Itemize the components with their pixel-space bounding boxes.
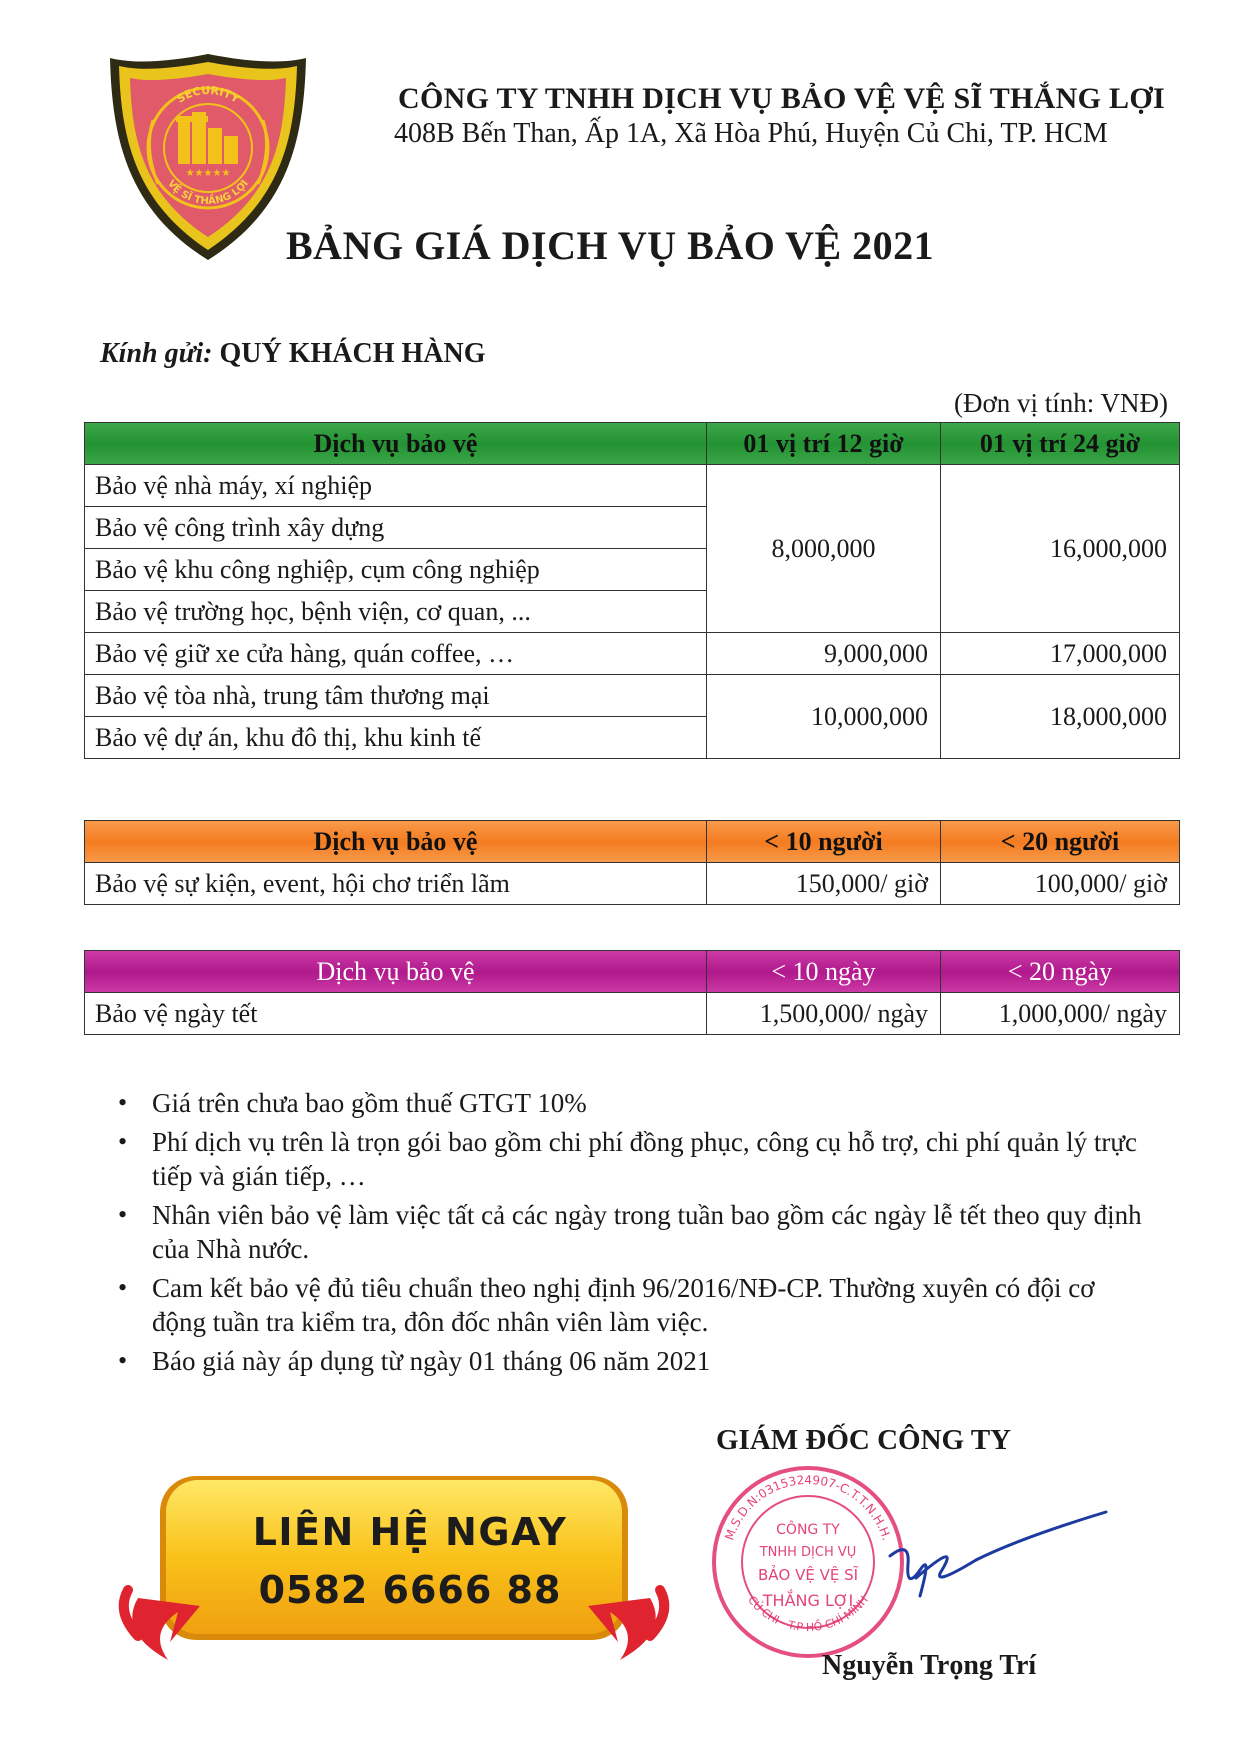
header-under-20-days: < 20 ngày [941,951,1180,993]
signer-title: GIÁM ĐỐC CÔNG TY [716,1424,1012,1456]
table-row [85,863,1180,905]
service-name: Bảo vệ trường học, bệnh viện, cơ quan, ... [85,591,707,633]
price-under-10: 1,500,000/ ngày [707,993,941,1035]
table-row [85,465,1180,507]
service-name: Bảo vệ tòa nhà, trung tâm thương mại [85,675,707,717]
greeting-recipient: QUÝ KHÁCH HÀNG [219,338,486,369]
service-name: Bảo vệ nhà máy, xí nghiệp [85,465,707,507]
logo-stars: ★★★★★ [185,168,231,179]
unit-note: (Đơn vị tính: VNĐ) [953,388,1168,418]
list-item: • Báo giá này áp dụng từ ngày 01 tháng 06 năm 2021 [118,1344,1148,1378]
notes-list [118,1086,1148,1383]
table-header-row [85,821,1180,863]
table-row [85,993,1180,1035]
seal-ring-bottom-text: CỦ CHI - T.P HỒ CHÍ MINH [745,1593,871,1634]
list-item: • Phí dịch vụ trên là trọn gói bao gồm chi phí đồng phục, công cụ hỗ trợ, chi phí quản lý trực tiếp và gián tiếp, … [118,1125,1148,1193]
service-name: Bảo vệ sự kiện, event, hội chơ triển lãm [85,863,707,905]
service-name: Bảo vệ ngày tết [85,993,707,1035]
header-under-10-days: < 10 ngày [707,951,941,993]
list-item: • Nhân viên bảo vệ làm việc tất cả các ngày trong tuần bao gồm các ngày lễ tết theo quy định của Nhà nước. [118,1198,1148,1266]
main-price-table [84,422,1180,759]
price-24h: 16,000,000 [941,465,1180,633]
logo-arc-bottom-text: VỆ SĨ THẮNG LỢI [165,178,251,208]
logo-arc-top-text: SECURITY [174,83,242,106]
company-logo [108,50,308,262]
price-12h: 8,000,000 [707,465,941,633]
table-header-row [85,951,1180,993]
table-row [85,675,1180,717]
document-title: BẢNG GIÁ DỊCH VỤ BẢO VỆ 2021 [286,223,935,268]
seal-line: BẢO VỆ VỆ SĨ [757,1566,859,1584]
tet-price-table [84,950,1180,1035]
seal-line: THẮNG LỢI [762,1591,854,1610]
header-service: Dịch vụ bảo vệ [85,821,707,863]
header-24h: 01 vị trí 24 giờ [941,423,1180,465]
header-service: Dịch vụ bảo vệ [85,423,707,465]
list-item: • Cam kết bảo vệ đủ tiêu chuẩn theo nghị định 96/2016/NĐ-CP. Thường xuyên có đội cơ động tuần tra kiểm tra, đôn đốc nhân viên làm việc. [118,1271,1148,1339]
price-under-10: 150,000/ giờ [707,863,941,905]
greeting [100,338,485,370]
list-item: • Giá trên chưa bao gồm thuế GTGT 10% [118,1086,1148,1120]
price-24h: 18,000,000 [941,675,1180,759]
signer-name: Nguyễn Trọng Trí [822,1650,1037,1681]
company-seal [708,1462,908,1662]
event-price-table [84,820,1180,905]
table-row [85,633,1180,675]
price-under-20: 100,000/ giờ [941,863,1180,905]
header-under-20-people: < 20 người [941,821,1180,863]
header-12h: 01 vị trí 12 giờ [707,423,941,465]
service-name: Bảo vệ giữ xe cửa hàng, quán coffee, … [85,633,707,675]
seal-line: CÔNG TY [776,1522,840,1538]
greeting-label: Kính gửi: [100,338,213,369]
company-address: 408B Bến Than, Ấp 1A, Xã Hòa Phú, Huyện Củ Chi, TP. HCM [394,118,1108,149]
seal-line: TNHH DỊCH VỤ [759,1545,857,1560]
company-name: CÔNG TY TNHH DỊCH VỤ BẢO VỆ VỆ SĨ THẮNG LỢI [398,82,1165,115]
header-service: Dịch vụ bảo vệ [85,951,707,993]
price-under-20: 1,000,000/ ngày [941,993,1180,1035]
price-12h: 10,000,000 [707,675,941,759]
service-name: Bảo vệ công trình xây dựng [85,507,707,549]
service-name: Bảo vệ khu công nghiệp, cụm công nghiệp [85,549,707,591]
price-12h: 9,000,000 [707,633,941,675]
contact-phone[interactable]: 0582 6666 88 [258,1568,562,1612]
service-name: Bảo vệ dự án, khu đô thị, khu kinh tế [85,717,707,759]
handwritten-signature [880,1500,1110,1610]
seal-ring-text: M.S.D.N:0315324907-C.T.T.N.H.H. [722,1472,894,1543]
contact-label: LIÊN HỆ NGAY [252,1510,568,1554]
table-header-row [85,423,1180,465]
header-under-10-people: < 10 người [707,821,941,863]
contact-button[interactable] [150,1474,670,1664]
price-24h: 17,000,000 [941,633,1180,675]
